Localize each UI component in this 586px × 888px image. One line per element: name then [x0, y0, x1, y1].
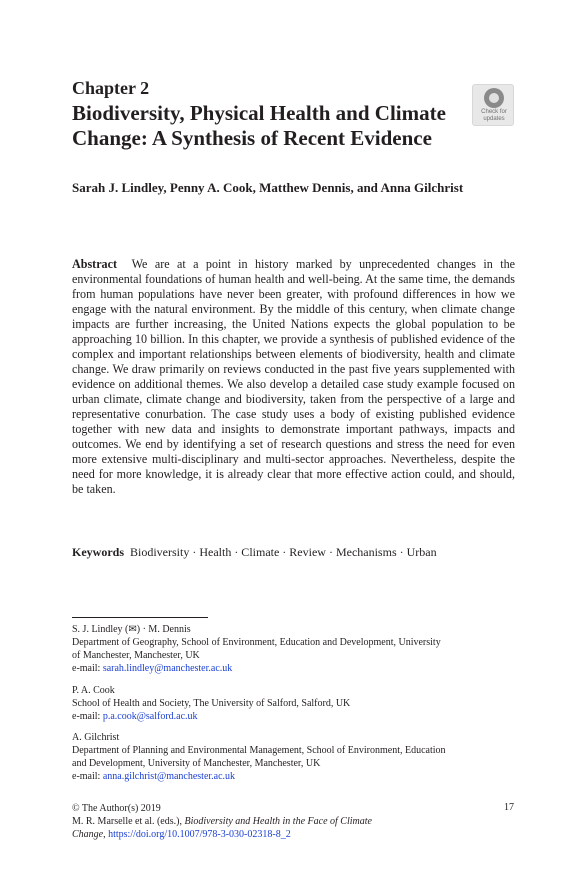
affiliation-names: S. J. Lindley (✉) · M. Dennis: [72, 624, 191, 635]
abstract-text: We are at a point in history marked by unprecedented changes in the environmental foundations of human health and well-being. At the same time, the demands from human populations have never been greater, with profound differences in how we engage with the natural environment. By the middle of this century, when climate change impacts are further increasing, the United Nations expects the global population to be approaching 10 billion. In this chapter, we provide a synthesis of published evidence of the complex and important relationships between elements of biodiversity, health and climate change. We draw primarily on reviews conducted in the past five years supplemented with evidence on additional themes. We also develop a detailed case study example focused on urban climate, climate change and biodiversity, taken from the perspective of a large and representative conurbation. The case study uses a body of existing published evidence together with new data and insights to demonstrate important pathways, impacts and outcomes. We end by identifying a set of research questions and stress the need for even more extensive multi-disciplinary and multi-sector approaches. Nevertheless, despite the need for more knowledge, it is already clear that more effective action could, and should, be taken.: [72, 257, 515, 496]
chapter-title-line: Biodiversity, Physical Health and Climate: [72, 101, 446, 125]
affiliation-email-row: e-mail: sarah.lindley@manchester.ac.uk: [72, 663, 233, 674]
affiliation-dept: Department of Geography, School of Environment, Education and Development, University: [72, 637, 441, 648]
doi-link[interactable]: https://doi.org/10.1007/978-3-030-02318-8_2: [108, 829, 291, 840]
email-link[interactable]: anna.gilchrist@manchester.ac.uk: [102, 771, 236, 782]
affiliation-names: P. A. Cook: [72, 685, 115, 696]
affiliation-dept: of Manchester, Manchester, UK: [72, 650, 200, 661]
page-number: 17: [504, 802, 514, 813]
chapter-title: [72, 101, 462, 151]
email-link[interactable]: sarah.lindley@manchester.ac.uk: [102, 663, 233, 674]
footnote-divider: [72, 617, 208, 618]
affiliation-dept: Department of Planning and Environmental Management, School of Environment, Education: [72, 745, 446, 756]
keywords-label: Keywords: [72, 545, 124, 559]
affiliation-block: [72, 623, 522, 675]
check-for-updates-button[interactable]: [472, 84, 514, 126]
citation-line: M. R. Marselle et al. (eds.), Biodiversity and Health in the Face of Climate: [72, 816, 372, 827]
affiliation-dept: and Development, University of Manchester, Manchester, UK: [72, 758, 321, 769]
abstract-label: Abstract: [72, 257, 118, 271]
affiliation-block: [72, 684, 522, 723]
citation-line: Change, https://doi.org/10.1007/978-3-030-02318-8_2: [72, 829, 291, 840]
author-list: Sarah J. Lindley, Penny A. Cook, Matthew Dennis, and Anna Gilchrist: [72, 180, 464, 195]
keywords: [72, 545, 437, 560]
check-for-updates-label: Check for updates: [481, 109, 507, 122]
check-for-updates-icon: [484, 88, 504, 108]
affiliation-email-row: e-mail: anna.gilchrist@manchester.ac.uk: [72, 771, 236, 782]
book-title: Change: [72, 829, 104, 840]
abstract: [72, 257, 515, 497]
book-title: Biodiversity and Health in the Face of Climate: [184, 816, 372, 827]
chapter-label: Chapter 2: [72, 78, 150, 98]
copyright-line: © The Author(s) 2019: [72, 803, 161, 814]
affiliation-dept: School of Health and Society, The University of Salford, Salford, UK: [72, 698, 351, 709]
affiliation-email-row: e-mail: p.a.cook@salford.ac.uk: [72, 711, 198, 722]
keywords-text: Biodiversity · Health · Climate · Review · Mechanisms · Urban: [130, 545, 437, 559]
publication-info: [72, 802, 522, 841]
email-link[interactable]: p.a.cook@salford.ac.uk: [102, 711, 198, 722]
affiliation-block: [72, 731, 522, 783]
affiliation-names: A. Gilchrist: [72, 732, 120, 743]
chapter-title-line: Change: A Synthesis of Recent Evidence: [72, 126, 432, 150]
